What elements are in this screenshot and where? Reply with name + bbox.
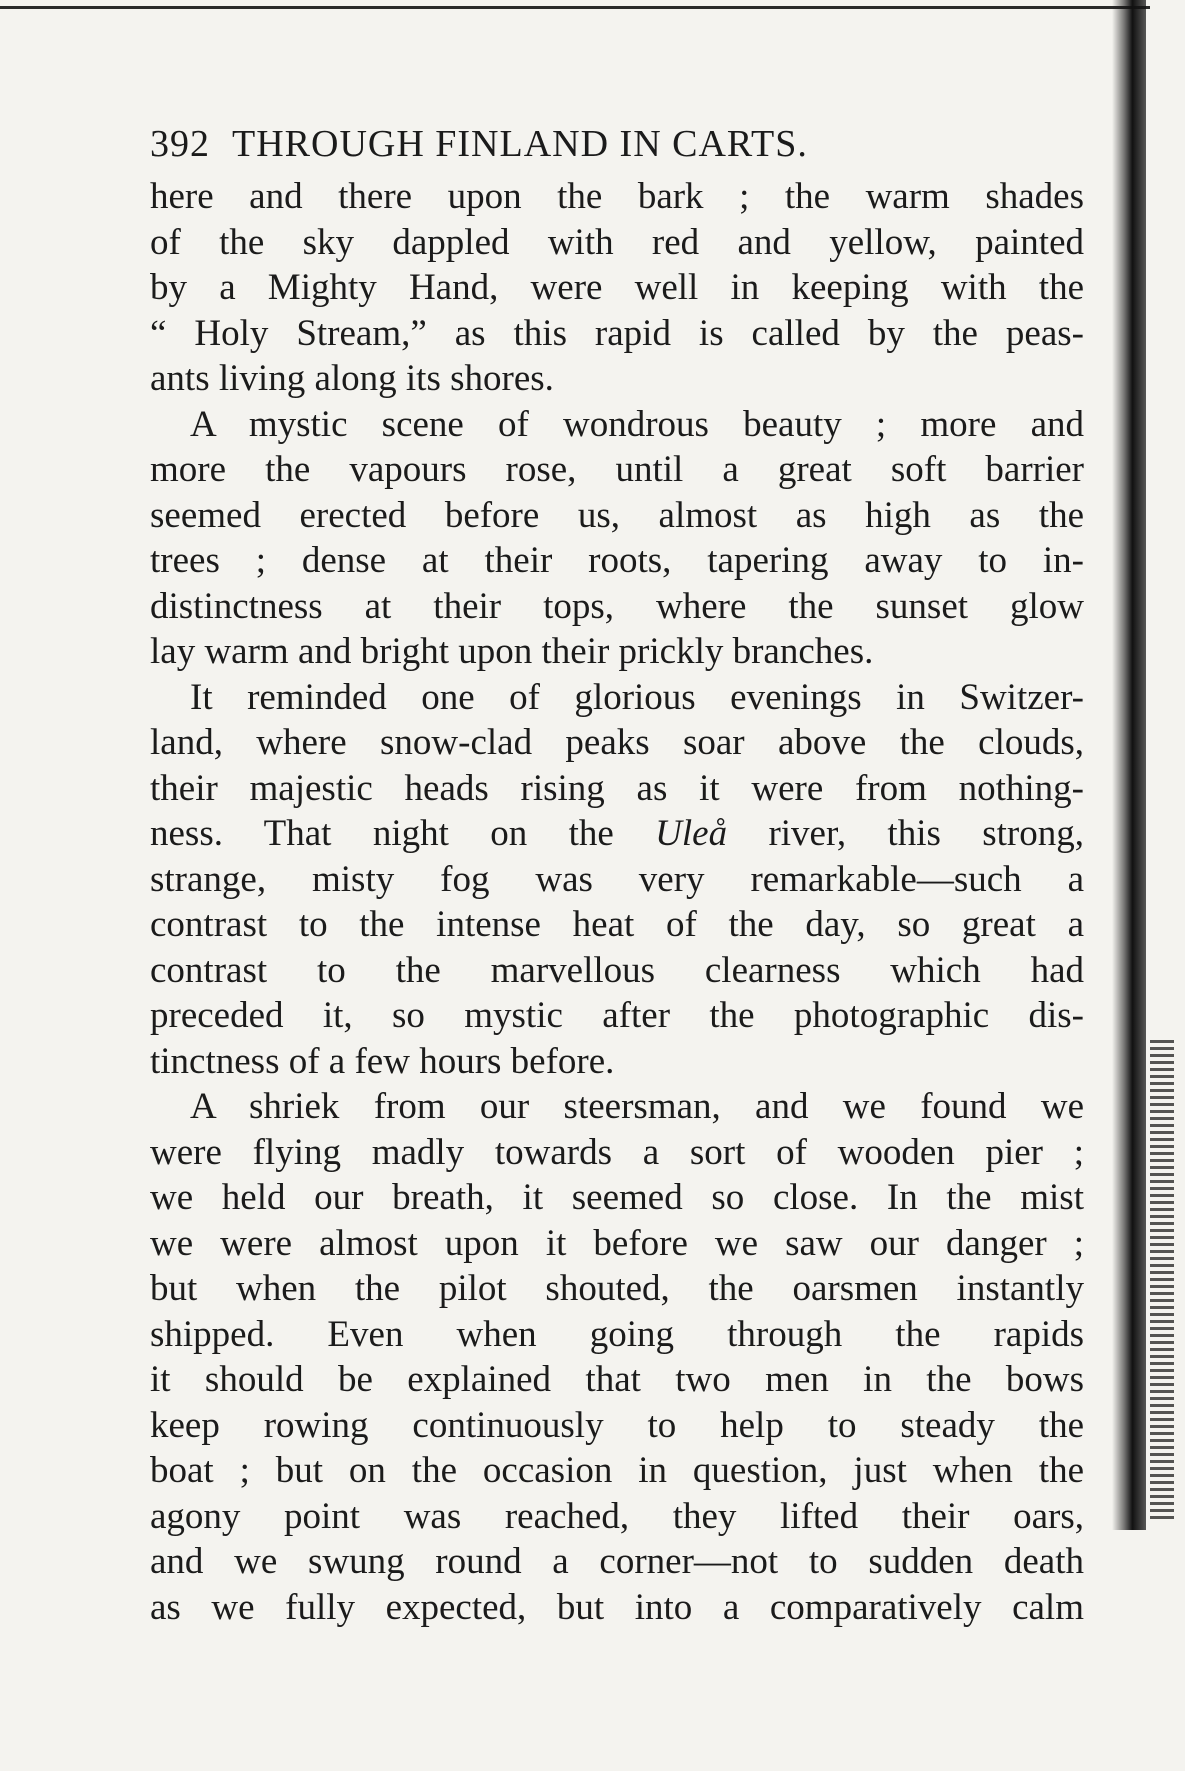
text-line: and we swung round a corner—not to sudden death [150,1541,1084,1582]
book-page [150,114,1084,1630]
text-line: we were almost upon it before we saw our danger ; [150,1222,1084,1264]
text-line: here and there upon the bark ; the warm shades [150,176,1084,217]
text-line: contrast to the intense heat of the day, so great a [150,904,1084,945]
text-line: agony point was reached, they lifted their oars, [150,1495,1084,1537]
top-edge-rule [0,6,1150,9]
text-line: of the sky dappled with red and yellow, painted [150,221,1084,263]
text-line: but when the pilot shouted, the oarsmen instantly [150,1268,1084,1309]
paragraph-3 [150,675,1084,1085]
paragraph-1 [150,174,1084,402]
running-header [150,114,1084,174]
running-title: THROUGH FINLAND IN CARTS. [232,123,808,165]
paragraph-2 [150,402,1084,675]
text-line: A mystic scene of wondrous beauty ; more and [190,403,1084,445]
text-segment: ness. That night on the [150,813,656,854]
text-line: It reminded one of glorious evenings in Switzer- [190,676,1084,718]
paragraph-4 [150,1084,1084,1630]
text-line: keep rowing continuously to help to steady the [150,1404,1084,1446]
text-line: tinctness of a few hours before. [150,1040,615,1082]
text-line: contrast to the marvellous clearness which had [150,949,1084,991]
text-line: land, where snow-clad peaks soar above the clouds, [150,722,1084,763]
text-line: as we fully expected, but into a comparatively calm [150,1586,1084,1628]
text-line: ants living along its shores. [150,358,554,399]
text-line: distinctness at their tops, where the sunset glow [150,585,1084,627]
text-line: it should be explained that two men in the bows [150,1359,1084,1400]
text-line: boat ; but on the occasion in question, just when the [150,1450,1084,1491]
text-line: seemed erected before us, almost as high as the [150,494,1084,536]
page-number: 392 [150,123,210,165]
text-line: strange, misty fog was very remarkable—such a [150,858,1084,900]
text-line: shipped. Even when going through the rapids [150,1313,1084,1355]
text-line: lay warm and bright upon their prickly branches. [150,631,874,672]
book-binding-shadow [1112,0,1146,1530]
text-line: by a Mighty Hand, were well in keeping with the [150,267,1084,308]
text-line: “ Holy Stream,” as this rapid is called by the peas- [150,312,1084,354]
text-line: A shriek from our steersman, and we found we [190,1086,1084,1127]
text-line: preceded it, so mystic after the photographic dis- [150,995,1084,1036]
text-segment: river, this strong, [727,813,1084,854]
text-line: we held our breath, it seemed so close. In the mist [150,1177,1084,1218]
italic-place-name: Uleå [655,813,728,854]
book-binding-edge [1150,1040,1174,1520]
text-line: more the vapours rose, until a great soft barrier [150,449,1084,490]
text-line: were flying madly towards a sort of wooden pier ; [150,1131,1084,1173]
text-line: trees ; dense at their roots, tapering away to in- [150,540,1084,581]
text-line: their majestic heads rising as it were from nothing- [150,767,1084,809]
text-line-with-italic [150,811,1084,857]
